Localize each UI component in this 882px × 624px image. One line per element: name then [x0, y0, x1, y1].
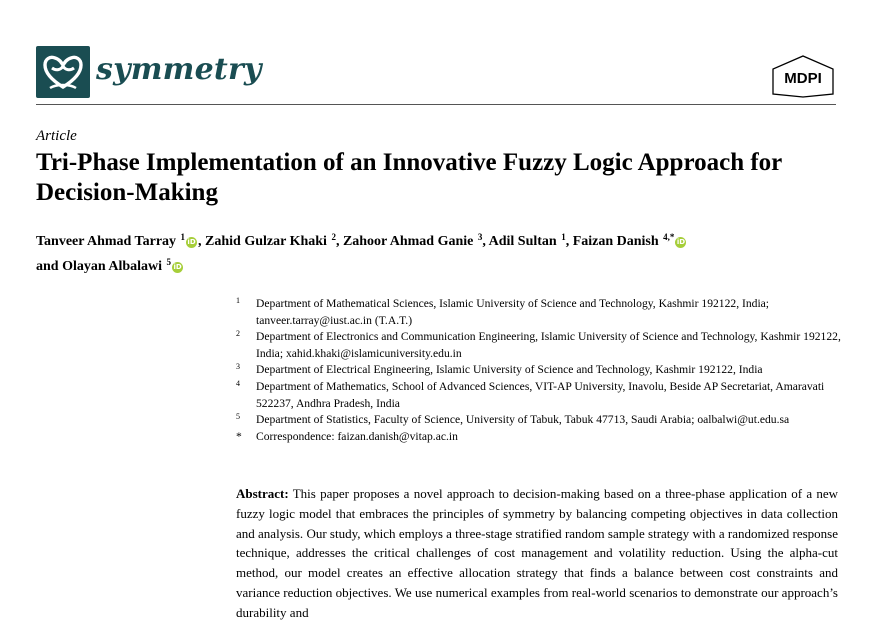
author	[36, 259, 184, 274]
author-affiliation-mark: 1	[561, 232, 566, 242]
correspondence-item	[236, 429, 842, 446]
orcid-icon[interactable]: iD	[173, 263, 182, 271]
author	[573, 234, 688, 249]
author-affiliation-mark: 2	[331, 232, 336, 242]
article-type: Article	[36, 128, 77, 144]
author: Zahid Gulzar Khaki $^2$,	[205, 232, 343, 249]
affiliation-number: 5	[236, 412, 240, 422]
correspondence-text[interactable]: Correspondence: faizan.danish@vitap.ac.in	[256, 429, 458, 443]
journal-name: symmetry	[96, 52, 262, 87]
author-affiliation-mark: 4,*	[663, 232, 675, 242]
journal-logo	[36, 46, 90, 98]
affiliation-number: 3	[236, 362, 240, 372]
author-list	[36, 227, 836, 277]
correspondence-mark: *	[236, 429, 242, 443]
affiliation-text: Department of Mathematical Sciences, Islamic University of Science and Technology, Kashmir 192122, India; tanveer.tarray@iust.ac.in (T.A.T.)	[256, 297, 770, 327]
author-name[interactable]: Zahoor Ahmad Ganie	[342, 234, 474, 249]
affiliation-text: Department of Electrical Engineering, Islamic University of Science and Technology, Kashmir 192122, India	[256, 363, 763, 377]
author-name[interactable]: and Olayan Albalawi	[36, 259, 163, 274]
author-name[interactable]: Tanveer Ahmad Tarray	[36, 234, 177, 249]
orcid-icon[interactable]: iD	[676, 238, 686, 246]
affiliation-number: 1	[236, 296, 240, 305]
affiliation-number: 2	[236, 329, 240, 339]
symmetry-logo-icon	[36, 46, 90, 98]
author-name[interactable]: Adil Sultan	[488, 234, 557, 249]
affiliation-text: Department of Statistics, Faculty of Science, University of Tabuk, Tabuk 47713, Saudi Arabia; oalbalwi@ut.edu.sa	[256, 413, 790, 427]
abstract	[236, 484, 838, 623]
affiliation-text: Department of Mathematics, School of Advanced Sciences, VIT-AP University, Inavolu, Beside AP Secretariat, Amaravati 522237, Andhra Pradesh, India	[256, 379, 825, 410]
mdpi-logo-icon	[770, 54, 836, 98]
header-divider	[36, 104, 836, 105]
affiliation-list	[236, 296, 842, 445]
author: Tanveer Ahmad Tarray $^1$ iD ,	[36, 232, 206, 249]
orcid-icon[interactable]: iD	[187, 238, 196, 246]
author-affiliation-mark: 1	[180, 232, 186, 242]
publisher-name: MDPI	[784, 70, 822, 87]
affiliation-text: Department of Electronics and Communication Engineering, Islamic University of Science and Technology, Kashmir 192122, India; xahid.khaki@islamicuniversity.edu.in	[256, 330, 841, 360]
abstract-text: This paper proposes a novel approach to decision-making based on a three-phase application of a new fuzzy logic model that embraces the principles of symmetry by balancing competing objectives in data collection and analysis. Our study, which employs a three-stage stratified random sample strategy with a randomized response technique, addresses the critical challenges of cost management and volatility reduction. Using the alpha-cut method, our model creates an effective allocation strategy that finds a balance between cost constraints and variance reduction objectives. We use numerical examples from real-world scenarios to demonstrate our approach’s durability and	[236, 486, 838, 620]
author-name[interactable]: Zahid Gulzar Khaki	[205, 234, 327, 249]
author: Zahoor Ahmad Ganie $^3$,	[342, 232, 489, 249]
author-name[interactable]: Faizan Danish	[572, 234, 659, 249]
author-affiliation-mark: 3	[477, 232, 483, 242]
abstract-label: Abstract:	[236, 486, 289, 501]
author-affiliation-mark: 5	[166, 257, 172, 267]
affiliation-item	[236, 296, 842, 329]
article-title: Tri-Phase Implementation of an Innovative Fuzzy Logic Approach for Decision-Making	[36, 149, 782, 206]
affiliation-item	[236, 412, 842, 429]
affiliation-item	[236, 362, 842, 379]
affiliation-item	[236, 379, 842, 412]
affiliation-number: 4	[236, 378, 240, 388]
author: Adil Sultan $^1$,	[488, 232, 573, 249]
affiliation-item	[236, 329, 842, 362]
